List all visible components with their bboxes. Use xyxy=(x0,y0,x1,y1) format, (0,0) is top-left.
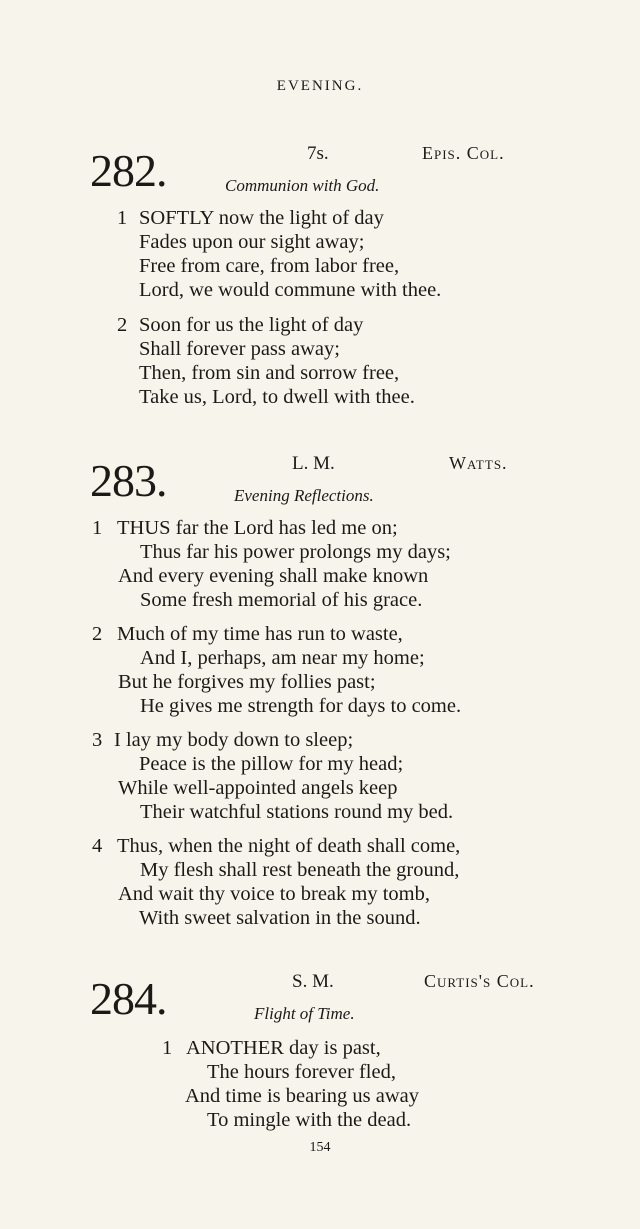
verse-line: Thus far his power prolongs my days; xyxy=(140,541,451,563)
verse-line: While well-appointed angels keep xyxy=(118,777,398,799)
hymn-author: Curtis's Col. xyxy=(424,971,535,991)
verse-line: And wait thy voice to break my tomb, xyxy=(118,883,430,905)
verse-line: I lay my body down to sleep; xyxy=(114,729,354,751)
verse-line: Fades upon our sight away; xyxy=(139,231,365,253)
hymn-author: Epis. Col. xyxy=(422,143,505,163)
verse-line: Then, from sin and sorrow free, xyxy=(139,362,400,384)
verse-number: 1 xyxy=(92,517,103,539)
hymn-number: 282. xyxy=(90,145,167,196)
verse-line: Some fresh memorial of his grace. xyxy=(140,589,423,611)
verse-line: ANOTHER day is past, xyxy=(186,1037,381,1059)
verse-line: Shall forever pass away; xyxy=(139,338,340,360)
verse-line: To mingle with the dead. xyxy=(207,1109,412,1131)
verse-line: Free from care, from labor free, xyxy=(139,255,400,277)
verse-line: My flesh shall rest beneath the ground, xyxy=(140,859,460,881)
verse-number: 2 xyxy=(117,314,128,336)
hymn-number: 284. xyxy=(90,973,167,1024)
verse-line: With sweet salvation in the sound. xyxy=(139,907,421,929)
verse-number: 3 xyxy=(92,729,103,751)
verse-line: And every evening shall make known xyxy=(118,565,429,587)
page-number: 154 xyxy=(309,1140,331,1155)
hymn-author: Watts. xyxy=(449,453,508,473)
verse-line: And I, perhaps, am near my home; xyxy=(140,647,425,669)
running-header: EVENING. xyxy=(276,78,364,94)
hymn-meter: S. M. xyxy=(292,971,334,992)
verse-line: SOFTLY now the light of day xyxy=(139,207,384,229)
hymn-meter: 7s. xyxy=(307,143,329,164)
verse-number: 1 xyxy=(117,207,128,229)
verse-line: Lord, we would commune with thee. xyxy=(139,279,442,301)
verse-line: Their watchful stations round my bed. xyxy=(140,801,454,823)
hymn-meter: L. M. xyxy=(292,453,335,474)
hymn-subtitle: Communion with God. xyxy=(225,176,380,195)
verse-line: And time is bearing us away xyxy=(185,1085,419,1107)
verse-line: Much of my time has run to waste, xyxy=(117,623,403,645)
verse-number: 2 xyxy=(92,623,103,645)
verse-number: 4 xyxy=(92,835,103,857)
verse-line: He gives me strength for days to come. xyxy=(140,695,462,717)
hymn-number: 283. xyxy=(90,455,167,506)
verse-number: 1 xyxy=(162,1037,173,1059)
verse-line: Soon for us the light of day xyxy=(139,314,364,336)
verse-line: The hours forever fled, xyxy=(207,1061,396,1083)
hymn-subtitle: Flight of Time. xyxy=(254,1004,355,1023)
verse-line: Peace is the pillow for my head; xyxy=(139,753,404,775)
verse-line: But he forgives my follies past; xyxy=(118,671,376,693)
hymn-subtitle: Evening Reflections. xyxy=(234,486,374,505)
verse-line: THUS far the Lord has led me on; xyxy=(117,517,398,539)
verse-line: Thus, when the night of death shall come, xyxy=(117,835,461,857)
verse-line: Take us, Lord, to dwell with thee. xyxy=(139,386,415,408)
